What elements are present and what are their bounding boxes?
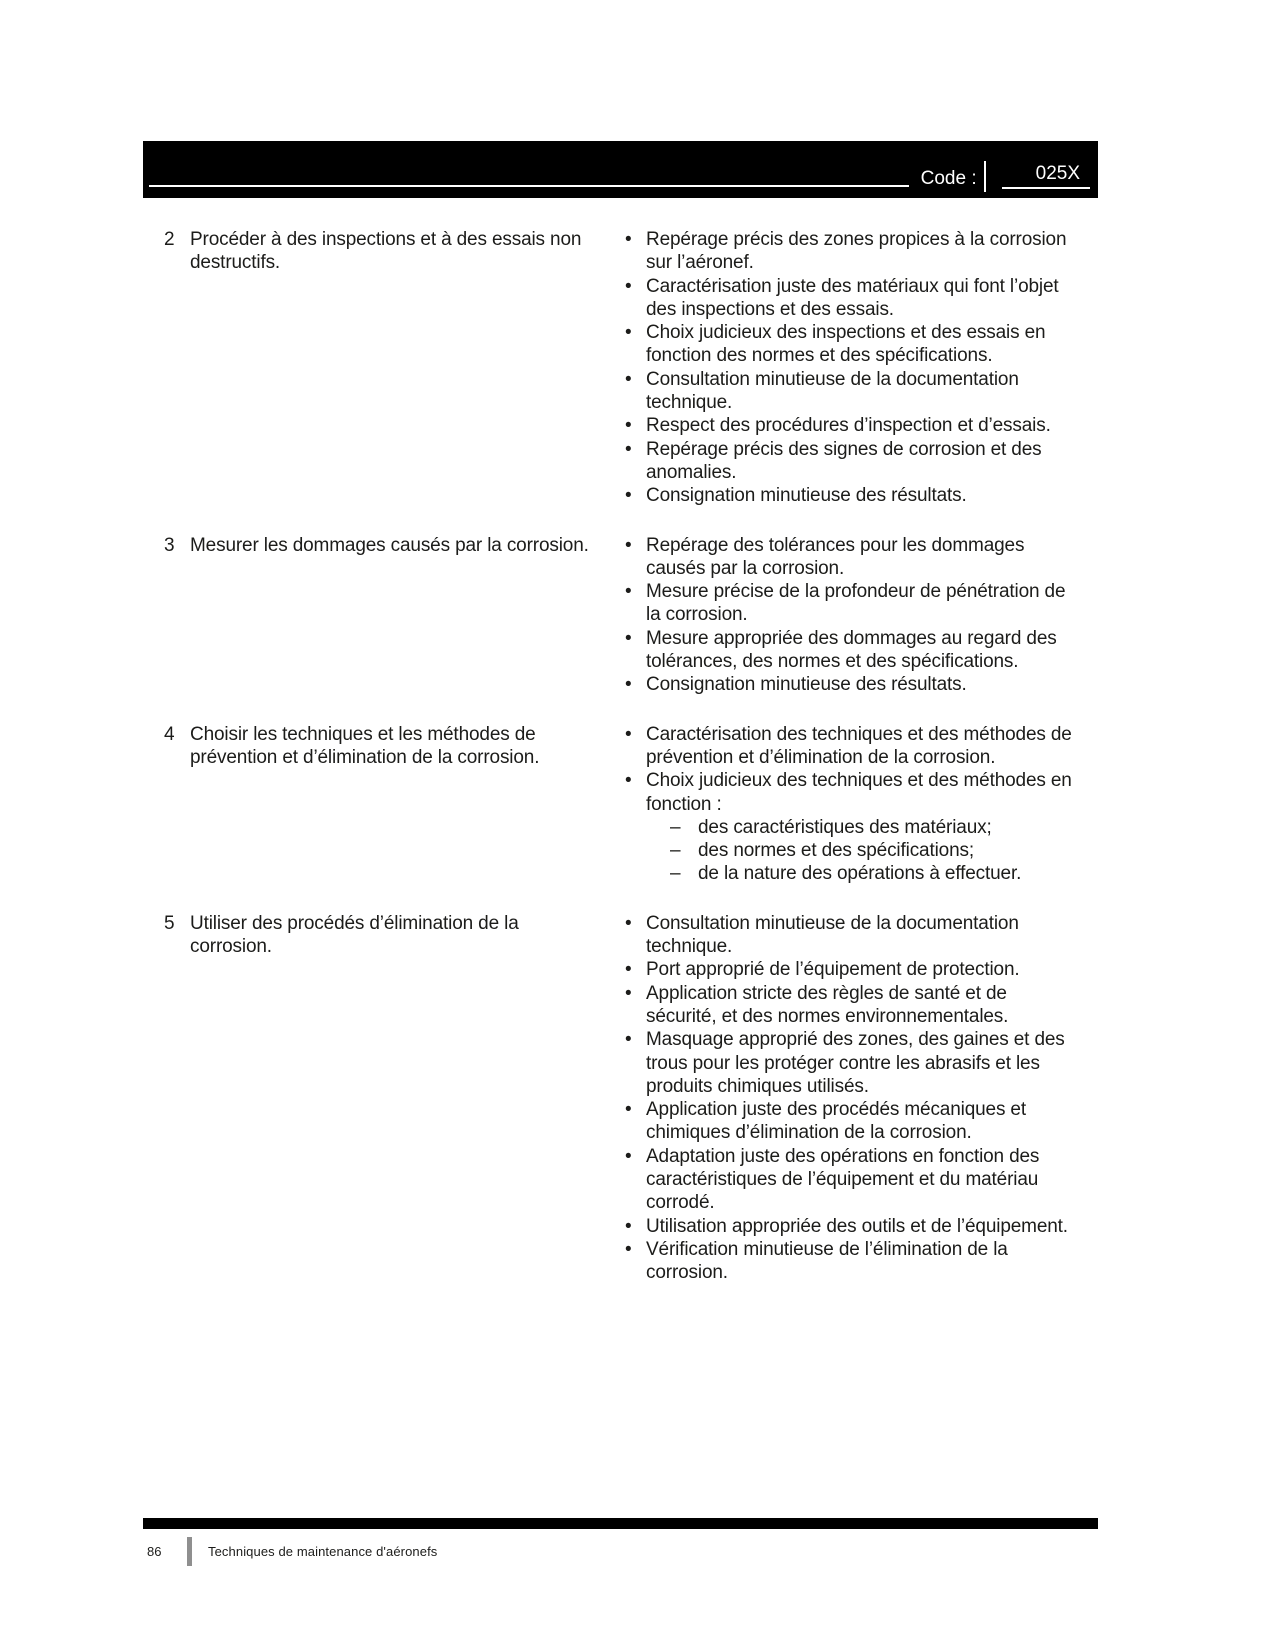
- bullet-icon: •: [625, 485, 632, 507]
- bullet-icon: •: [625, 534, 632, 556]
- criterion-text: Port approprié de l’équipement de protection.: [646, 959, 1020, 981]
- criterion-body: [646, 438, 1076, 485]
- criteria-list: [625, 723, 1098, 886]
- task-text: Utiliser des procédés d’élimination de la corrosion.: [190, 912, 519, 958]
- bullet-icon: •: [625, 322, 632, 344]
- criterion-text: Mesure précise de la profondeur de pénétration de la corrosion.: [646, 581, 1066, 626]
- task-section: [143, 723, 1098, 886]
- bullet-icon: •: [625, 1029, 632, 1051]
- criterion-text: Mesure appropriée des dommages au regard des tolérances, des normes et des spécifications.: [646, 627, 1057, 673]
- criterion-item: [625, 321, 1076, 368]
- criterion-text: Caractérisation juste des matériaux qui font l’objet des inspections et des essais.: [646, 275, 1059, 320]
- criterion-text: Repérage précis des zones propices à la corrosion sur l’aéronef.: [646, 229, 1067, 274]
- criterion-item: [625, 438, 1076, 485]
- bullet-icon: •: [625, 1145, 632, 1167]
- dash-icon: –: [670, 816, 681, 838]
- criterion-text: Consignation minutieuse des résultats.: [646, 674, 967, 696]
- criterion-text: Respect des procédures d’inspection et d’essais.: [646, 415, 1051, 437]
- task-text: Procéder à des inspections et à des essais non destructifs.: [190, 229, 582, 274]
- task-section: [143, 228, 1098, 508]
- criterion-item: [625, 534, 1076, 581]
- bullet-icon: •: [625, 415, 632, 437]
- criterion-body: [646, 1238, 1076, 1285]
- bullet-icon: •: [625, 368, 632, 390]
- sections: [143, 228, 1098, 1284]
- dash-icon: –: [670, 840, 681, 862]
- subitem-text: des normes et des spécifications;: [698, 840, 974, 862]
- criterion-item: [625, 769, 1076, 885]
- criterion-body: [646, 1028, 1076, 1098]
- footer: [143, 1537, 1098, 1566]
- criterion-body: [646, 958, 1076, 981]
- criterion-item: [625, 1145, 1076, 1215]
- criterion-text: Repérage des tolérances pour les dommages causés par la corrosion.: [646, 534, 1025, 579]
- task-section: [143, 534, 1098, 697]
- footer-rule: [143, 1518, 1098, 1529]
- criterion-text: Application stricte des règles de santé et de sécurité, et des normes environnementales.: [646, 982, 1009, 1027]
- task-column: [143, 912, 625, 959]
- bullet-icon: •: [625, 674, 632, 696]
- criterion-text: Repérage précis des signes de corrosion et des anomalies.: [646, 438, 1042, 483]
- bullet-icon: •: [625, 275, 632, 297]
- criterion-body: [646, 414, 1076, 437]
- criterion-text: Caractérisation des techniques et des méthodes de prévention et d’élimination de la corrosion.: [646, 723, 1072, 768]
- bullet-icon: •: [625, 723, 632, 745]
- criterion-body: [646, 1145, 1076, 1215]
- criterion-item: [625, 1238, 1076, 1285]
- code-divider-line: [984, 161, 986, 192]
- header-code-bar: [143, 141, 1098, 198]
- page-number: 86: [147, 1544, 162, 1559]
- task-number: 4: [164, 723, 175, 745]
- criterion-body: [646, 368, 1076, 415]
- bullet-icon: •: [625, 959, 632, 981]
- bullet-icon: •: [625, 982, 632, 1004]
- criterion-item: [625, 580, 1076, 627]
- criterion-item: [625, 275, 1076, 322]
- criterion-body: [646, 1098, 1076, 1145]
- task-text: Choisir les techniques et les méthodes de prévention et d’élimination de la corrosion.: [190, 723, 540, 768]
- criterion-body: [646, 228, 1076, 275]
- criterion-body: [646, 769, 1076, 885]
- criterion-text: Choix judicieux des inspections et des essais en fonction des normes et des spécifications.: [646, 322, 1046, 367]
- criterion-subitem: [670, 816, 1076, 839]
- task-column: [143, 723, 625, 770]
- document-title: Techniques de maintenance d'aéronefs: [208, 1544, 438, 1559]
- criterion-body: [646, 484, 1076, 507]
- dash-icon: –: [670, 863, 681, 885]
- criterion-text: Application juste des procédés mécaniques et chimiques d’élimination de la corrosion.: [646, 1099, 1026, 1144]
- criterion-item: [625, 627, 1076, 674]
- task-text: Mesurer les dommages causés par la corrosion.: [190, 534, 589, 556]
- task-column: [143, 534, 625, 557]
- code-value: 025X: [1002, 163, 1090, 189]
- bullet-icon: •: [625, 912, 632, 934]
- criterion-item: [625, 982, 1076, 1029]
- criterion-body: [646, 982, 1076, 1029]
- task-number: 5: [164, 912, 175, 934]
- criterion-body: [646, 723, 1076, 770]
- criterion-subitem: [670, 862, 1076, 885]
- bullet-icon: •: [625, 581, 632, 603]
- criterion-item: [625, 228, 1076, 275]
- criterion-text: Consignation minutieuse des résultats.: [646, 485, 967, 507]
- bullet-icon: •: [625, 627, 632, 649]
- subitem-text: de la nature des opérations à effectuer.: [698, 863, 1022, 885]
- criterion-item: [625, 1098, 1076, 1145]
- criterion-text: Consultation minutieuse de la documentation technique.: [646, 912, 1019, 958]
- criterion-body: [646, 580, 1076, 627]
- criterion-item: [625, 368, 1076, 415]
- code-label: Code :: [920, 168, 977, 189]
- criterion-item: [625, 1028, 1076, 1098]
- criterion-item: [625, 723, 1076, 770]
- criterion-subitem: [670, 839, 1076, 862]
- criterion-item: [625, 1215, 1076, 1238]
- task-number: 2: [164, 229, 175, 250]
- task-number: 3: [164, 534, 175, 556]
- bullet-icon: •: [625, 770, 632, 792]
- criterion-text: Utilisation appropriée des outils et de l’équipement.: [646, 1215, 1068, 1237]
- criterion-item: [625, 673, 1076, 696]
- criterion-body: [646, 275, 1076, 322]
- bullet-icon: •: [625, 1099, 632, 1121]
- bullet-icon: •: [625, 229, 632, 250]
- criteria-list: [625, 912, 1098, 1285]
- criterion-text: Choix judicieux des techniques et des méthodes en fonction :: [646, 770, 1072, 815]
- criterion-item: [625, 484, 1076, 507]
- criteria-list: [625, 228, 1098, 508]
- criterion-body: [646, 912, 1076, 959]
- footer-divider: [187, 1537, 192, 1566]
- bullet-icon: •: [625, 1215, 632, 1237]
- criterion-body: [646, 534, 1076, 581]
- subitem-text: des caractéristiques des matériaux;: [698, 816, 992, 838]
- criterion-text: Adaptation juste des opérations en fonction des caractéristiques de l’équipement et du matériau corrodé.: [646, 1145, 1040, 1214]
- criterion-text: Vérification minutieuse de l’élimination de la corrosion.: [646, 1238, 1008, 1284]
- criterion-sublist: [646, 816, 1076, 886]
- criteria-list: [625, 534, 1098, 697]
- criterion-item: [625, 958, 1076, 981]
- criterion-body: [646, 321, 1076, 368]
- bullet-icon: •: [625, 1238, 632, 1260]
- criterion-text: Consultation minutieuse de la documentation technique.: [646, 368, 1019, 414]
- bullet-icon: •: [625, 438, 632, 460]
- criterion-text: Masquage approprié des zones, des gaines et des trous pour les protéger contre les abrasifs et les produits chimiques utilisés.: [646, 1029, 1065, 1097]
- criterion-item: [625, 414, 1076, 437]
- criterion-body: [646, 1215, 1076, 1238]
- criterion-body: [646, 673, 1076, 696]
- criterion-item: [625, 912, 1076, 959]
- criterion-body: [646, 627, 1076, 674]
- header-rule: [149, 185, 909, 187]
- task-column: [143, 228, 625, 275]
- task-section: [143, 912, 1098, 1285]
